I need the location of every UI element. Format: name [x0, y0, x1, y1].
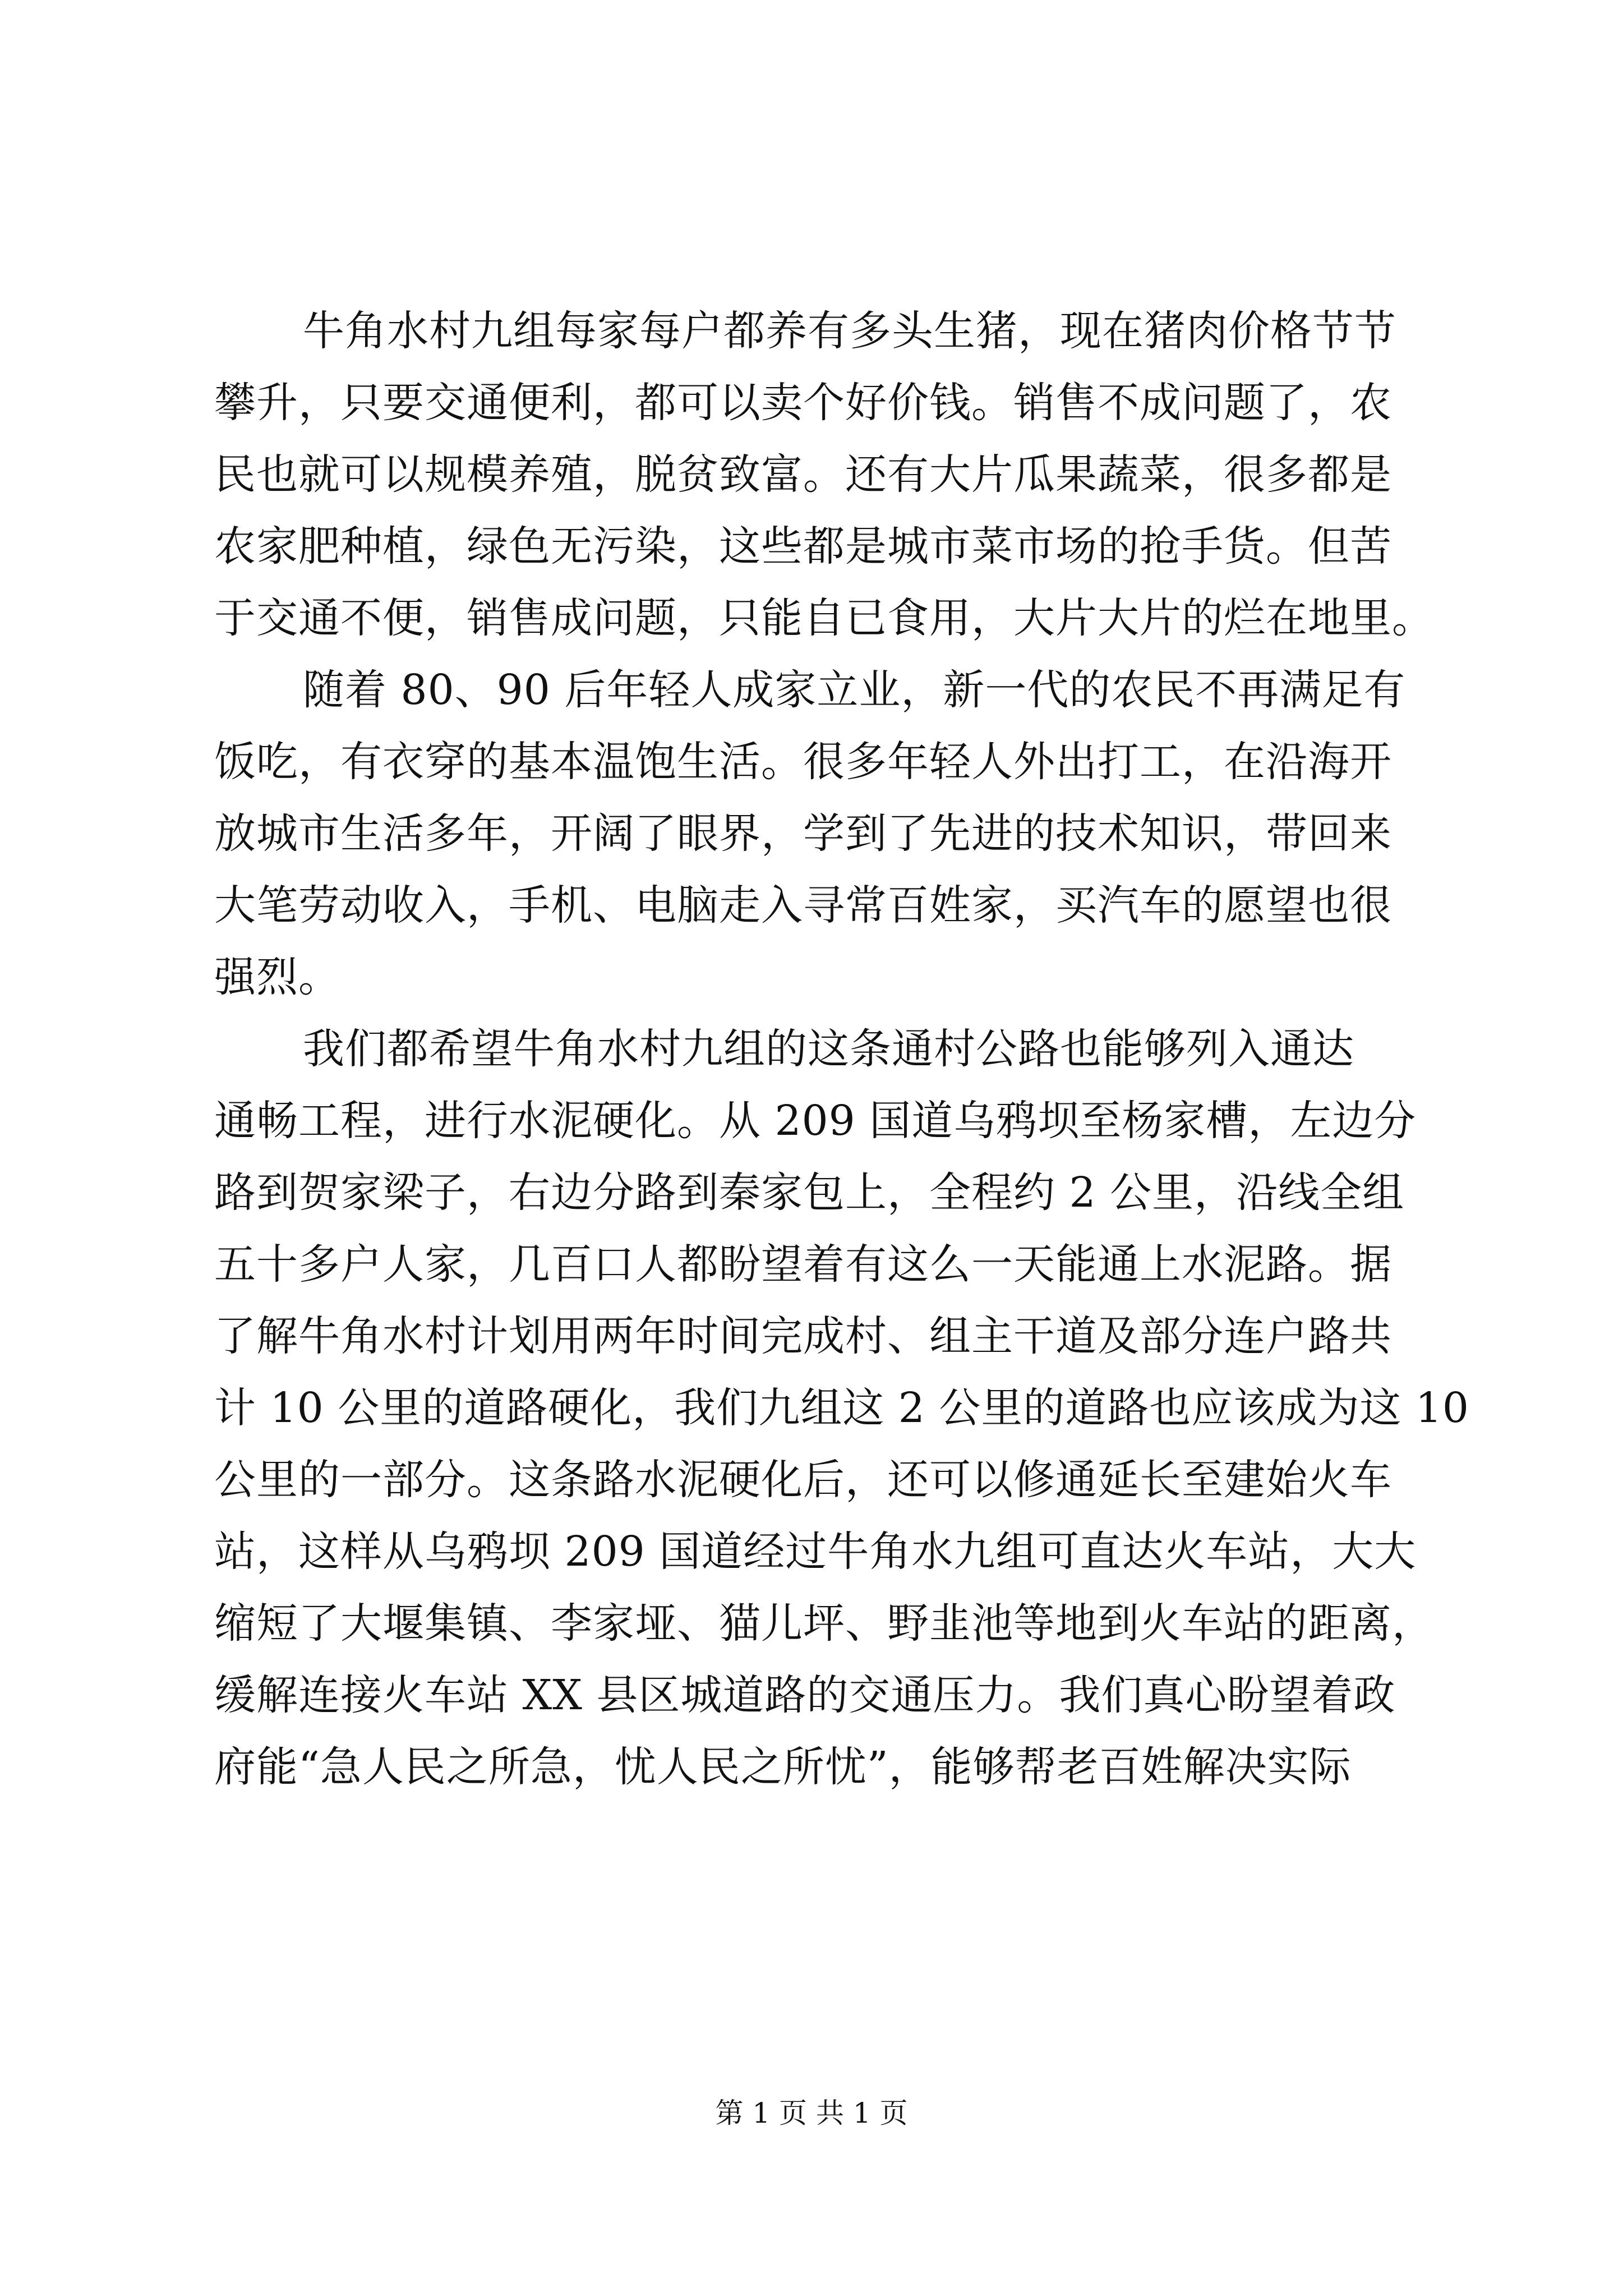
paragraph-3-line-2: 通畅工程，进行水泥硬化。从 209 国道乌鸦坝至杨家槽，左边分 — [214, 1097, 1417, 1145]
paragraph-1-line-4: 农家肥种植，绿色无污染，这些都是城市菜市场的抢手货。但苦 — [214, 522, 1392, 570]
paragraph-3-line-7: 公里的一部分。这条路水泥硬化后，还可以修通延长至建始火车 — [214, 1456, 1392, 1504]
paragraph-1-line-5: 于交通不便，销售成问题，只能自已食用，大片大片的烂在地里。 — [214, 594, 1434, 642]
paragraph-2-line-3: 放城市生活多年，开阔了眼界，学到了先进的技术知识，带回来 — [214, 809, 1392, 858]
paragraph-3-line-4: 五十多户人家，几百口人都盼望着有这么一天能通上水泥路。据 — [214, 1240, 1392, 1289]
paragraph-1-line-2: 攀升，只要交通便利，都可以卖个好价钱。销售不成问题了，农 — [214, 379, 1392, 427]
paragraph-3-line-1: 我们都希望牛角水村九组的这条通村公路也能够列入通达 — [303, 1025, 1354, 1073]
paragraph-3-line-3: 路到贺家梁子，右边分路到秦家包上，全程约 2 公里，沿线全组 — [214, 1168, 1405, 1217]
page-number-footer: 第 1 页 共 1 页 — [715, 2097, 908, 2129]
paragraph-2-line-4: 大笔劳动收入，手机、电脑走入寻常百姓家，买汽车的愿望也很 — [214, 881, 1392, 930]
paragraph-1-line-3: 民也就可以规模养殖，脱贫致富。还有大片瓜果蔬菜，很多都是 — [214, 450, 1392, 499]
paragraph-3-line-5: 了解牛角水村计划用两年时间完成村、组主干道及部分连户路共 — [214, 1312, 1392, 1360]
paragraph-2-line-1: 随着 80、90 后年轻人成家立业，新一代的农民不再满足有 — [303, 666, 1406, 714]
paragraph-2-line-5: 强烈。 — [214, 953, 340, 1001]
paragraph-3-line-10: 缓解连接火车站 XX 县区城道路的交通压力。我们真心盼望着政 — [214, 1671, 1396, 1719]
paragraph-3-line-6: 计 10 公里的道路硬化，我们九组这 2 公里的道路也应该成为这 10 — [214, 1384, 1470, 1432]
paragraph-3-line-11: 府能“急人民之所急，忧人民之所忧”，能够帮老百姓解决实际 — [214, 1743, 1352, 1791]
paragraph-3-line-8: 站，这样从乌鸦坝 209 国道经过牛角水九组可直达火车站，大大 — [214, 1527, 1417, 1576]
paragraph-3-line-9: 缩短了大堰集镇、李家垭、猫儿坪、野韭池等地到火车站的距离， — [214, 1599, 1434, 1648]
paragraph-2-line-2: 饭吃，有衣穿的基本温饱生活。很多年轻人外出打工，在沿海开 — [214, 738, 1392, 786]
paragraph-1-line-1: 牛角水村九组每家每户都养有多头生猪，现在猪肉价格节节 — [303, 307, 1396, 355]
